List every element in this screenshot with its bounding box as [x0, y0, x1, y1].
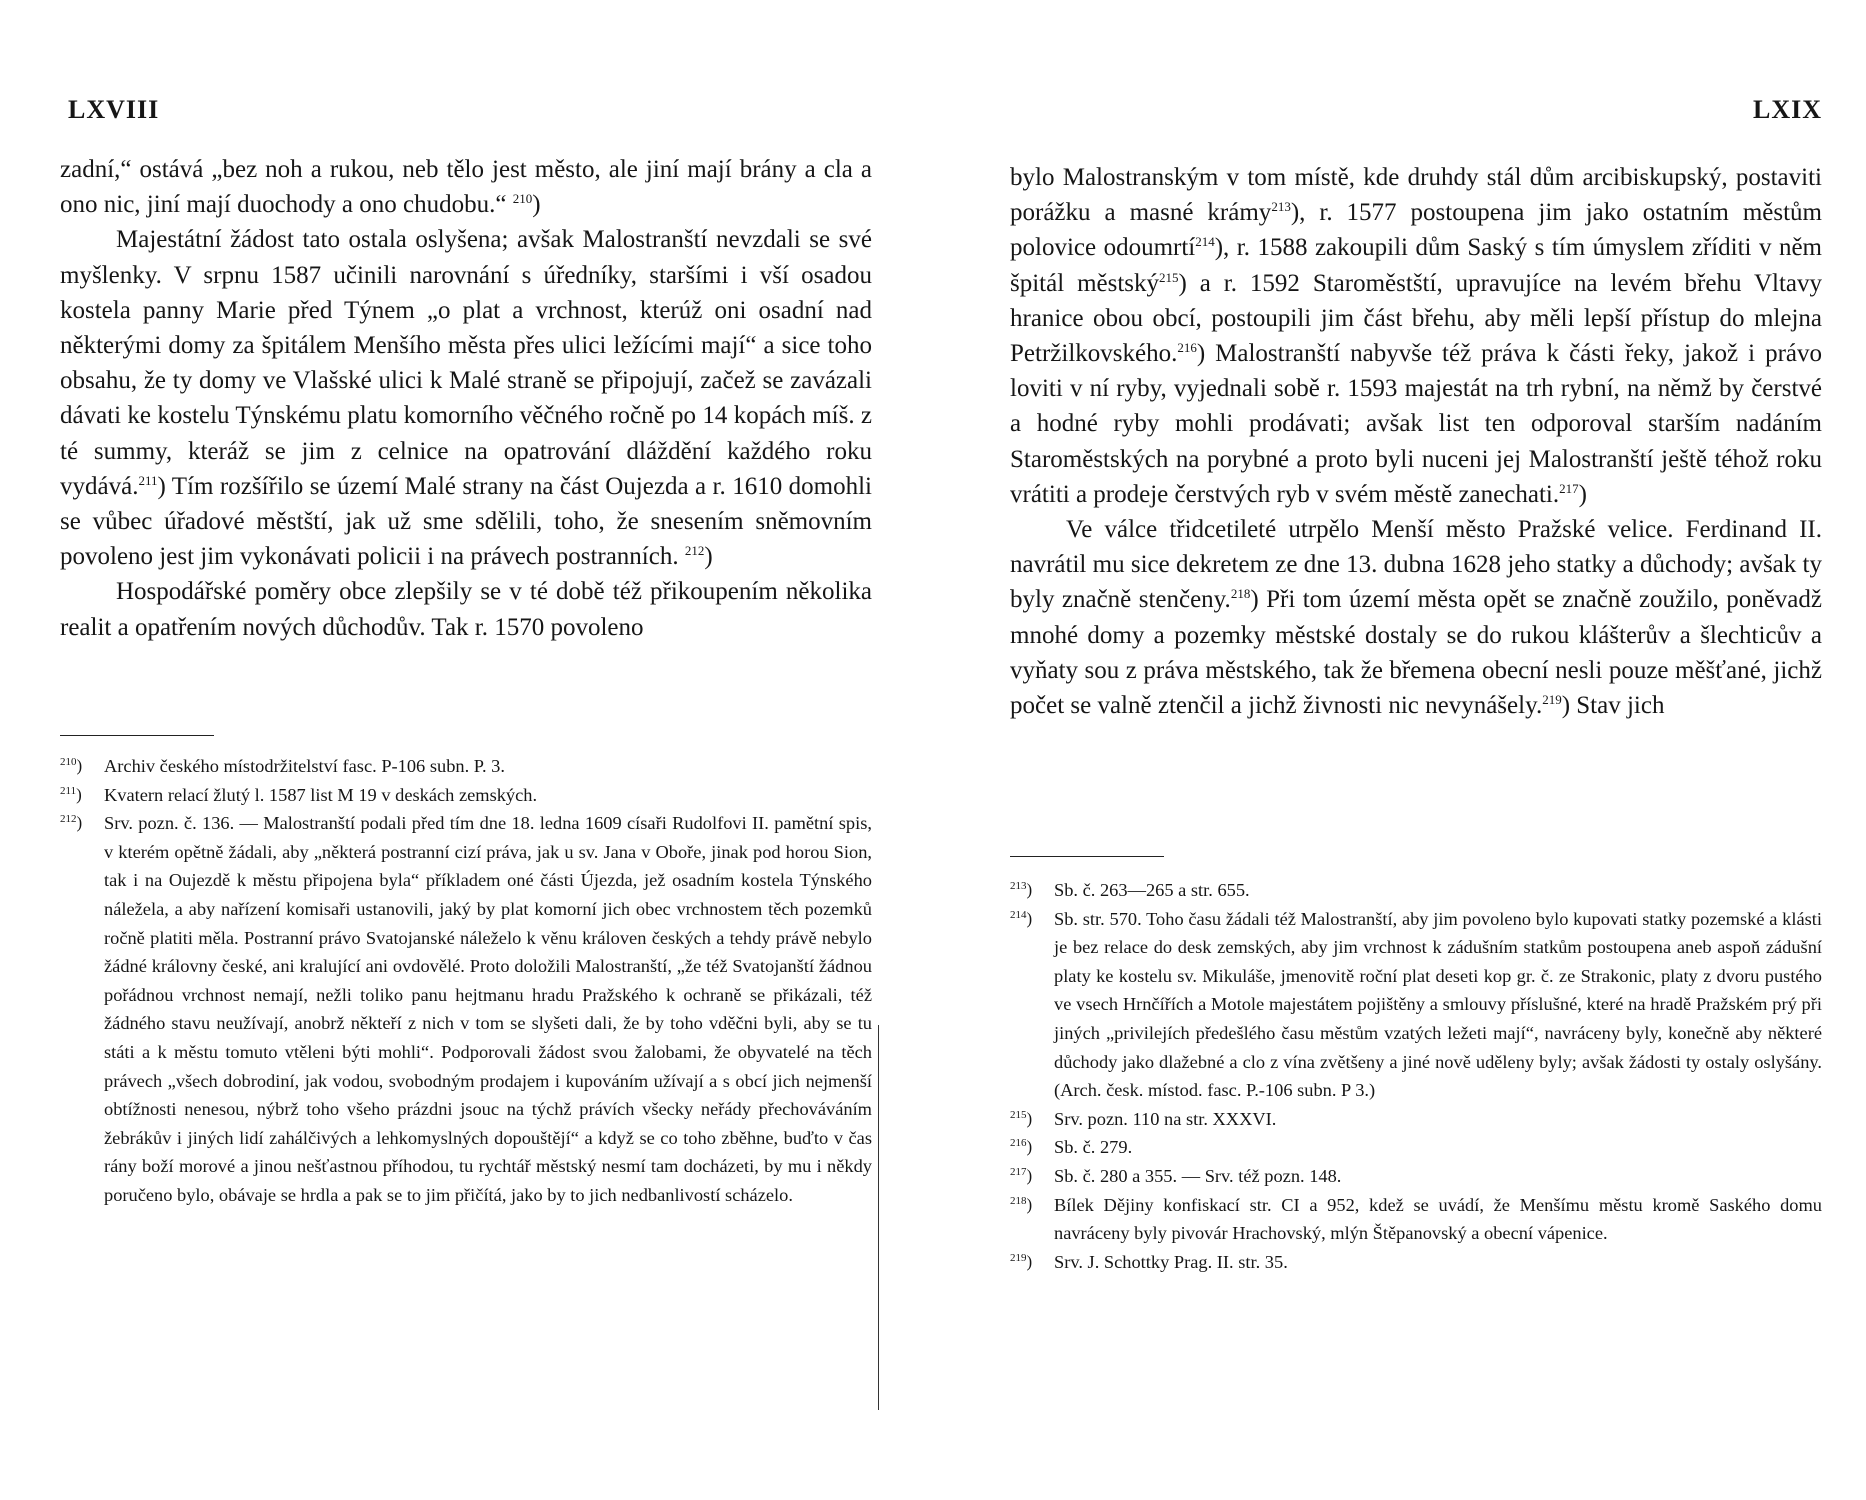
footnote-ref: 211 — [138, 472, 158, 488]
footnote-text: Srv. pozn. 110 na str. XXXVI. — [1054, 1108, 1277, 1129]
paragraph-text: ), r. 1588 zakoupili dům Saský s tím úmyslem zříditi v něm špitál městský — [1010, 234, 1822, 297]
footnote — [1010, 1248, 1822, 1277]
footnote — [60, 752, 872, 781]
footnote-ref: 216 — [1177, 340, 1197, 356]
footnote-text: Srv. pozn. č. 136. — Malostranští podali před tím dne 18. ledna 1609 císaři Rudolfovi II. pamětní spis, v kterém opětně žádali, aby „některá postranní cizí práva, jak u sv. Jana v Oboře, jinak pod horou Sion, tak i na Oujezdě k městu připojena byla“ příkladem oné části Újezda, jež osadním kostela Týnského náležela, a aby nařízení komisaři ustanovili, jaký by plat komorní jich obec vrchnostem těch pozemků ročně platiti měla. Postranní právo Svatojanské náleželo k věnu královen českých a tehdy právě nebylo žádné královny české, ani kralující ani ovdovělé. Proto doložili Malostranští, „že též Svatojanští žádnou pořádnou vrchnost nemají, nežli toliko panu hejtmanu hradu Pražského k ochraně se přikázali, též žádného stavu neužívají, anobrž někteří z nich v tom se slyšeti dali, že by toho vděčni byli, aby se tu státi a k městu tomuto vtěleni býti mohli“. Podporovali žádost svou žalobami, že obyvatelé na těch právech „všech dobrodiní, jak vodou, svobodným prodajem i kupováním užívají a s obcí jich nejmenší obtížnosti nenesou, nýbrž toho všeho prázdni jsouc na týchž právích všecky neřády přechováváním žebrákův i jiných lidí zahálčivých a lehkomyslných dopouštějí“ a když se co toho zběhne, buďto v čas rány boží morové a jinou nešťastnou příhodou, tu rychtář městský nesmí tam docházeti, by mu i někdy poručeno bylo, obávaje se hrdla a pak se to jim přičítá, jako by to jich nedbanlivostí scházelo. — [104, 813, 872, 1205]
footnote-number: $^{216}$) — [1010, 1137, 1033, 1157]
page-number: LXIX — [1752, 95, 1822, 124]
footnote-ref: 215 — [1159, 269, 1179, 285]
footnote-ref: 212 — [684, 543, 705, 559]
footnote-number: $^{211}$) — [60, 784, 82, 804]
footnote-number-text: 215 — [1010, 1108, 1027, 1121]
footnote-text: Sb. č. 280 a 355. — Srv. též pozn. 148. — [1054, 1165, 1342, 1186]
paragraph-text: ) Malostranští nabyvše též práva k části řeky, jakož i právo loviti v ní ryby, vyjednali sobě r. 1593 majestát na trh rybní, na němž by čerstvé a hodné ryby mohli prodávati; avšak list ten odporoval starším nadáním Staroměstských na porybné a proto byli nuceni jej Malostranští ještě téhož roku vrátiti a prodeje čerstvých ryb v svém městě zanechati. — [1010, 340, 1822, 508]
footnotes — [60, 752, 872, 1210]
paragraph-text: ) Při tom území města opět se značně zoužilo, poněvadž mnohé domy a pozemky městské dostaly se do rukou klášterův a šlechticův a vyňaty sou z práva městského, tak že břemena obecní nesli pouze měšťané, jichž počet se valně ztenčil a jichž živnosti nic nevynášely. — [1010, 586, 1822, 720]
paragraph-text: Hospodářské poměry obce zlepšily se v té době též přikoupením několika realit a opatřením nových důchodův. Tak r. 1570 povoleno — [60, 578, 872, 641]
footnote — [1010, 1162, 1822, 1191]
footnote-number-text: 214 — [1010, 908, 1027, 921]
paragraph-text: Ve válce třidcetileté utrpělo Menší město Pražské velice. Ferdinand II. navrátil mu sice dekretem ze dne 13. dubna 1628 jeho statky a důchody; avšak ty byly značně stenčeny. — [1010, 516, 1822, 614]
paragraph-text: Majestátní žádost tato ostala oslyšena; avšak Malostranští nevzdali se své myšlenky. V srpnu 1587 učinili narovnání s úředníky, staršími i vší osadou kostela panny Marie před Týnem „o plat a vrchnost, kterúž oni osadní nad některými domy za špitálem Menšího města přes ulici ležícími mají“ a sice toho obsahu, že ty domy ve Vlašské ulici k Malé straně se připojují, začež se zavázali dávati ke kostelu Týnskému platu komorního věčného ročně po 14 kopách míš. z té summy, kteráž se jim z celnice na opatrování dláždění každého roku vydává. — [60, 226, 872, 500]
footnote-number: $^{213}$) — [1010, 880, 1033, 899]
footnote — [1010, 1105, 1822, 1134]
right-page — [1010, 0, 1822, 1500]
footnote — [1010, 1133, 1822, 1162]
footnote-number: $^{219}$) — [1010, 1251, 1033, 1271]
paragraph-text: ) Tím rozšířilo se území Malé strany na část Oujezda a r. 1610 domohli se vůbec úřadové městští, jak už sme sdělili, toho, že snesením sněmovním povoleno jest jim vykonávati policii i na právech postranních. — [60, 472, 872, 571]
footnote-ref: 219 — [1542, 692, 1562, 708]
paragraph-text: bylo Malostranským v tom místě, kde druhdy stál dům arcibiskupský, postaviti porážku a masné krámy — [1010, 164, 1822, 227]
footnote-number-text: 218 — [1010, 1194, 1027, 1207]
footnote-number: $^{217}$) — [1010, 1165, 1033, 1185]
paragraph-text: ), r. 1577 postoupena jim jako ostatním městům polovice odoumrtí — [1010, 199, 1822, 262]
footnote-ref: 217 — [1559, 480, 1579, 496]
footnote-ref: 214 — [1195, 234, 1215, 250]
footnote-number: $^{218}$) — [1010, 1194, 1033, 1214]
footnote-text: Archiv českého místodržitelství fasc. P-106 subn. P. 3. — [104, 756, 505, 776]
footnote-number: $^{214}$) — [1010, 908, 1033, 928]
footnote — [60, 781, 872, 810]
paragraph — [1010, 160, 1822, 512]
footnote — [1010, 1191, 1822, 1248]
footnote-number-text: 219 — [1010, 1251, 1027, 1264]
paragraph-text: ) — [704, 543, 713, 571]
footnote-number-text: 217 — [1010, 1165, 1027, 1178]
footnote-number-text: 213 — [1010, 880, 1027, 892]
gutter-line — [878, 1025, 879, 1410]
footnote-number: $^{215}$) — [1010, 1108, 1033, 1128]
footnote-text: Bílek Dějiny konfiskací str. CI a 952, kdež se uvádí, že Menšímu městu kromě Saského domu navráceny byly pivovár Hrachovský, mlýn Štěpanovský a obecní vápenice. — [1054, 1194, 1822, 1244]
footnote-ref: 218 — [1230, 586, 1251, 602]
body-text — [1010, 160, 1822, 723]
paragraph — [60, 152, 872, 222]
paragraph-text: ) Stav jich — [1561, 692, 1665, 720]
footnote-text: Sb. str. 570. Toho času žádali též Malostranští, aby jim povoleno bylo kupovati statky pozemské a klásti je bez relace do desk zemských, aby jim vrchnost k zádušním statkům postoupena aneb aspoň zádušní platy ke kostelu sv. Mikuláše, jmenovitě roční plat deseti kop gr. č. ze Strakonic, platy z dvoru pustého ve vsech Hrnčířích a Motole majestátem pojištěny a smlouvy příslušné, které na hradě Pražském prý při jiných „privilejích předešlého času městům vzatých ležeti mají“, navráceny byly, konečně aby některé důchody jako dlažebné a clo z vína zvětšeny a jiné nově uděleny byly; avšak žádosti ty ostaly oslyšány. (Arch. česk. místod. fasc. P.-106 subn. P 3.) — [1054, 908, 1822, 1101]
paragraph-text: ) — [1578, 480, 1587, 508]
footnotes — [1010, 876, 1822, 1276]
footnote-number-text: 210 — [60, 756, 77, 768]
footnote — [1010, 876, 1822, 905]
paragraph-text: ) — [532, 191, 541, 219]
paragraph — [60, 574, 872, 644]
footnote-number: $^{212}$) — [60, 813, 83, 833]
footnote-divider — [1010, 856, 1164, 857]
footnote — [1010, 905, 1822, 1105]
footnote-ref: 210 — [512, 191, 533, 207]
footnote-text: Srv. J. Schottky Prag. II. str. 35. — [1054, 1251, 1288, 1272]
paragraph — [60, 222, 872, 574]
footnote-text: Sb. č. 263—265 a str. 655. — [1054, 880, 1250, 900]
paragraph — [1010, 512, 1822, 723]
footnote-ref: 213 — [1271, 199, 1291, 215]
paragraph-text: ) a r. 1592 Staroměstští, upravujíce na levém břehu Vltavy hranice obou obcí, postoupili jim část břehu, aby měli lepší přístup do mlejna Petržilkovského. — [1010, 269, 1822, 368]
footnote-text: Sb. č. 279. — [1054, 1137, 1133, 1158]
footnote — [60, 809, 872, 1209]
footnote-divider — [60, 735, 214, 736]
footnote-number-text: 211 — [60, 784, 77, 797]
footnote-text: Kvatern relací žlutý l. 1587 list M 19 v deskách zemských. — [104, 784, 538, 805]
paragraph-text: zadní,“ ostává „bez noh a rukou, neb tělo jest město, ale jiní mají brány a cla a ono nic, jiní mají duochody a ono chudobu.“ — [60, 156, 872, 219]
page-number: LXVIII — [68, 95, 160, 124]
footnote-number: $^{210}$) — [60, 756, 83, 775]
footnote-number-text: 216 — [1010, 1137, 1027, 1150]
left-page — [60, 0, 872, 1500]
body-text — [60, 152, 872, 645]
footnote-number-text: 212 — [60, 813, 77, 826]
